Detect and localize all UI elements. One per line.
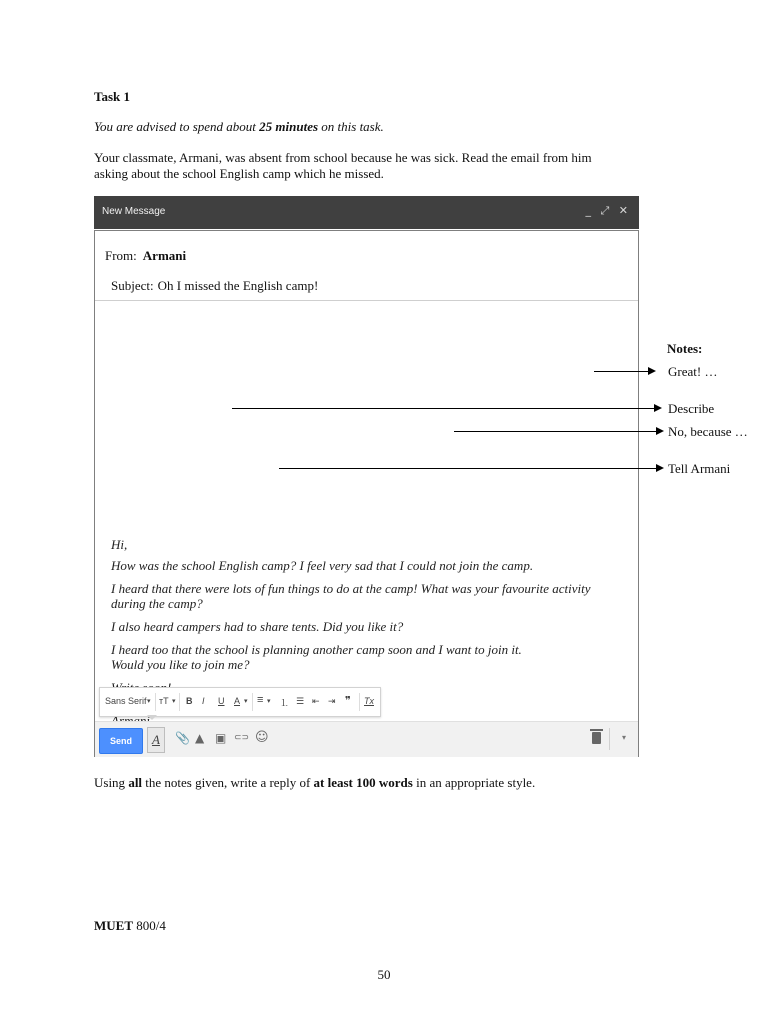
message-line: How was the school English camp? I feel very sad that I could not join the camp. (111, 558, 534, 573)
chevron-down-icon: ▾ (267, 698, 271, 705)
message-line: during the camp? (111, 596, 203, 611)
from-field: From: Armani (105, 248, 187, 263)
arrow-icon (232, 408, 655, 409)
header-divider (95, 300, 638, 301)
paper-code: MUET 800/4 (94, 918, 166, 933)
chevron-down-icon: ▾ (244, 698, 248, 705)
italic-icon[interactable]: I (202, 696, 205, 706)
page-number: 50 (377, 967, 391, 982)
more-options-icon[interactable]: ▾ (622, 733, 627, 742)
subject-value: Oh I missed the English camp! (157, 278, 319, 293)
trash-icon[interactable] (592, 732, 601, 744)
formatting-toolbar (99, 687, 381, 717)
note-item: Great! … (668, 364, 718, 379)
note-item: No, because … (668, 424, 748, 439)
subject-field: Subject: Oh I missed the English camp! (111, 278, 319, 293)
send-button[interactable]: Send (99, 728, 143, 754)
chevron-down-icon: ▾ (147, 698, 151, 705)
intro-line-1: Your classmate, Armani, was absent from school because he was sick. Read the email from him (94, 150, 592, 165)
notes-title: Notes: (667, 341, 703, 356)
numbered-list-icon[interactable]: ⒈ (280, 698, 290, 708)
note-item: Describe (668, 401, 715, 416)
font-size-icon[interactable]: тT (159, 696, 169, 706)
window-title: New Message (102, 206, 166, 217)
font-family-select[interactable]: Sans Serif (105, 696, 147, 706)
attach-icon[interactable]: 📎 (175, 731, 190, 745)
message-greeting: Hi, (111, 537, 128, 552)
compose-bottom-bar (95, 721, 638, 757)
message-line: I heard that there were lots of fun things to do at the camp! What was your favourite activity (111, 581, 591, 596)
intro-line-2: asking about the school English camp which he missed. (94, 166, 384, 181)
window-controls-icon[interactable]: _ ⤢ ✕ (585, 204, 631, 217)
clear-formatting-icon[interactable]: Tx (364, 696, 374, 706)
task-intro (94, 150, 642, 182)
drive-icon[interactable]: ▲ (195, 731, 205, 745)
emoji-icon[interactable]: ☺ (255, 730, 269, 745)
email-body (94, 230, 639, 757)
underline-icon[interactable]: U (218, 696, 225, 706)
quote-icon[interactable]: ❞ (345, 695, 351, 707)
note-item: Tell Armani (668, 461, 731, 476)
photo-icon[interactable]: ▣ (215, 731, 227, 745)
message-line: Would you like to join me? (111, 657, 250, 672)
bold-icon[interactable]: B (186, 696, 193, 706)
task-title: Task 1 (94, 89, 131, 104)
indent-less-icon[interactable]: ⇤ (312, 696, 320, 706)
task-advice: You are advised to spend about 25 minutes on this task. (94, 119, 384, 134)
align-icon[interactable]: ≡ (257, 694, 264, 706)
toolbar-pointer (147, 715, 157, 720)
bulleted-list-icon[interactable]: ☰ (296, 696, 305, 706)
arrow-icon (594, 371, 649, 372)
arrow-icon (454, 431, 657, 432)
from-value: Armani (142, 248, 187, 263)
text-color-icon[interactable]: A (234, 696, 241, 706)
chevron-down-icon: ▾ (172, 698, 176, 705)
formatting-options-icon[interactable]: A (147, 727, 165, 753)
email-window (94, 196, 639, 759)
task-instruction: Using all the notes given, write a reply of at least 100 words in an appropriate style. (94, 775, 536, 790)
message-line: I heard too that the school is planning another camp soon and I want to join it. (111, 642, 522, 657)
message-line: I also heard campers had to share tents. Did you like it? (111, 619, 404, 634)
link-icon[interactable]: ⊂⊃ (234, 733, 250, 743)
email-titlebar (94, 196, 639, 229)
arrow-icon (279, 468, 657, 469)
indent-more-icon[interactable]: ⇥ (328, 696, 336, 706)
